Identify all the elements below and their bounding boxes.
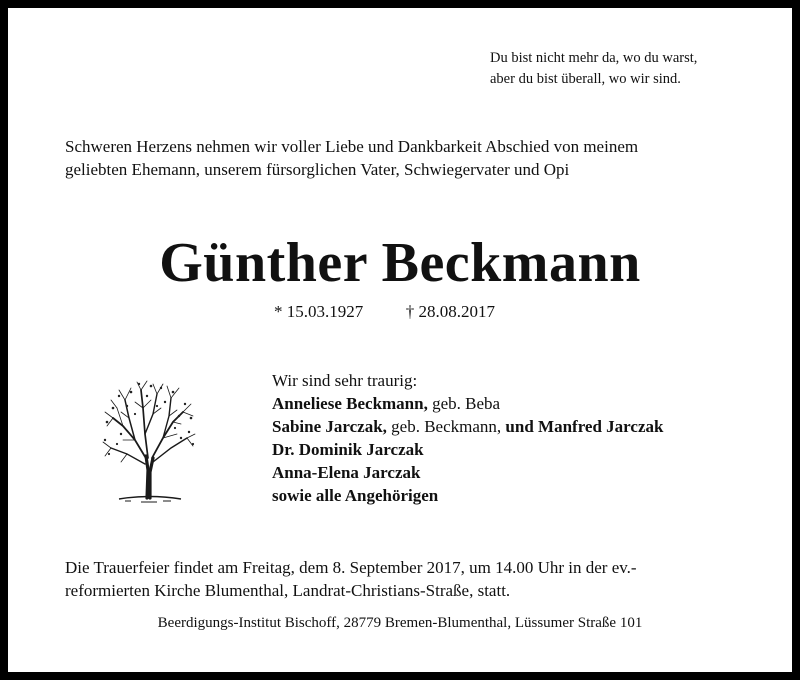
mourner-note: geb. Beba [427,394,501,413]
mourner-row: sowie alle Angehörigen [272,486,439,505]
intro-line-2: geliebten Ehemann, unserem fürsorglichen Vater, Schwiegervater und Opi [65,160,570,179]
mourner-row [272,392,663,415]
mourners-list [272,369,663,507]
memorial-quote [490,48,697,90]
death-date: † 28.08.2017 [405,302,495,321]
mourner-name: Sabine Jarczak, [272,417,387,436]
funeral-service-info [65,556,637,602]
mourner-note: geb. Beckmann, [386,417,506,436]
birth-date: * 15.03.1927 [274,302,364,321]
intro-line-1: Schweren Herzens nehmen wir voller Liebe und Dankbarkeit Abschied von meinem [65,137,639,156]
undertaker-address: Beerdigungs-Institut Bischoff, 28779 Bremen-Blumenthal, Lüssumer Straße 101 [157,615,643,631]
farewell-intro [65,135,638,181]
service-line-1: Die Trauerfeier findet am Freitag, dem 8. September 2017, um 14.00 Uhr in der ev.- [65,558,637,577]
mourner-row: Dr. Dominik Jarczak [272,440,424,459]
quote-line-1: Du bist nicht mehr da, wo du warst, [490,50,698,66]
mourner-row [272,415,663,438]
quote-line-2: aber du bist überall, wo wir sind. [490,71,681,87]
mourner-name: und Manfred Jarczak [505,417,664,436]
mourner-row: Anna-Elena Jarczak [272,463,421,482]
tree-icon [101,378,197,506]
life-dates [274,301,495,323]
mourner-name: Anneliese Beckmann, [272,394,428,413]
deceased-name: Günther Beckmann [159,232,641,294]
mourners-heading: Wir sind sehr traurig: [272,371,418,390]
service-line-2: reformierten Kirche Blumenthal, Landrat-Christians-Straße, statt. [65,581,511,600]
